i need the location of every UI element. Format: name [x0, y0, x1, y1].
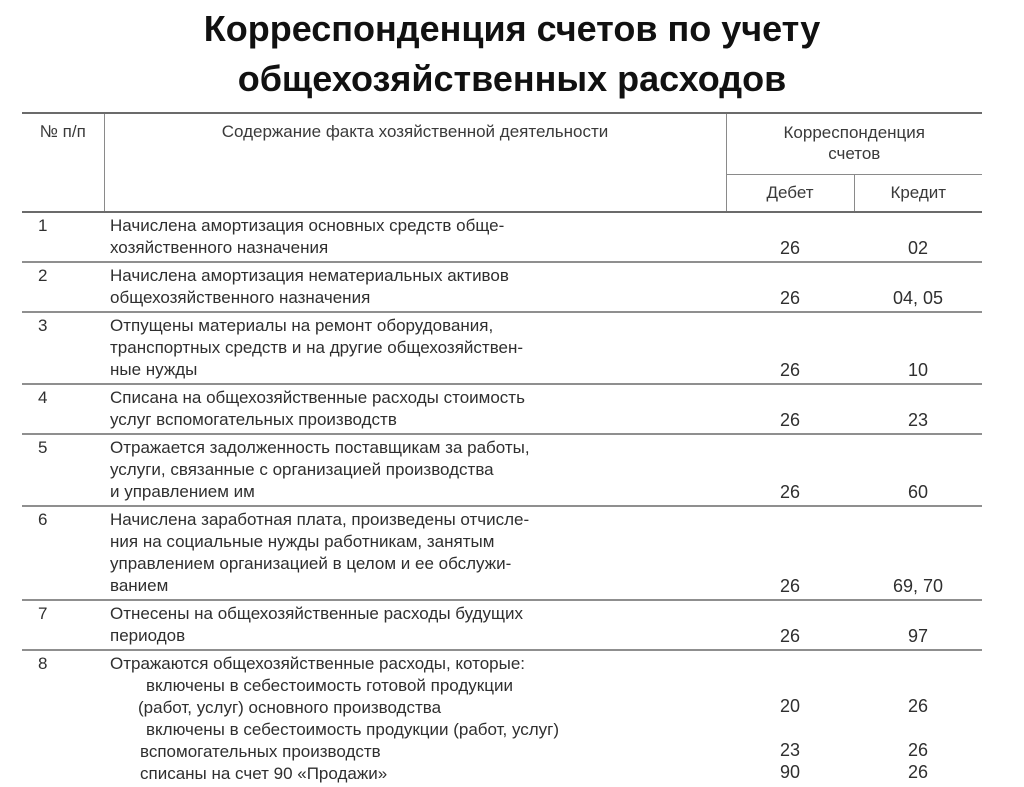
- sub-item-line: (работ, услуг) основного производства: [138, 698, 442, 717]
- sub-item-line: включены в себестоимость продукции (работ, услуг): [146, 720, 560, 739]
- sub-debit-value: 20: [779, 696, 801, 716]
- row-content: [104, 262, 726, 312]
- sub-credit-value: 26: [907, 696, 929, 716]
- header-content: Содержание факта хозяйственной деятельности: [104, 113, 726, 212]
- sub-credit-value: 26: [907, 740, 929, 760]
- row-debit: 26: [726, 312, 854, 384]
- table-row: [22, 312, 982, 384]
- row-number: 6: [22, 506, 104, 600]
- row-content: [104, 212, 726, 262]
- row-number: 2: [22, 262, 104, 312]
- row-debit: 26: [726, 600, 854, 650]
- row-content-line: Отражается задолженность поставщикам за работы,: [110, 438, 530, 457]
- row-credit: [854, 650, 982, 787]
- row-content-line: управлением организацией в целом и ее обслужи-: [110, 554, 512, 573]
- row-content: [104, 650, 726, 787]
- title-line-1: Корреспонденция счетов по учету: [203, 8, 821, 49]
- row-number: 8: [38, 654, 48, 673]
- row-number: 4: [22, 384, 104, 434]
- row-content: [104, 600, 726, 650]
- sub-credit-value: 26: [907, 762, 929, 782]
- row-content-line: Списана на общехозяйственные расходы стоимость: [110, 388, 525, 407]
- table-row: [22, 212, 982, 262]
- sub-item-line: списаны на счет 90 «Продажи»: [140, 764, 388, 783]
- row-number: 3: [22, 312, 104, 384]
- title-line-2: общехозяйственных расходов: [237, 58, 787, 99]
- row-content-line: хозяйственного назначения: [110, 238, 329, 257]
- header-credit: Кредит: [854, 175, 982, 213]
- page-title: [0, 4, 1024, 104]
- header-correspondence-line-1: Корреспонденция: [783, 123, 925, 142]
- row-credit: 60: [854, 434, 982, 506]
- table-body: [22, 212, 982, 787]
- row-content: [104, 384, 726, 434]
- sub-item-line: включены в себестоимость готовой продукции: [146, 676, 513, 695]
- row-content-line: Отражаются общехозяйственные расходы, которые:: [110, 654, 526, 673]
- row-credit: 69, 70: [854, 506, 982, 600]
- row-content-line: услуг вспомогательных производств: [110, 410, 397, 429]
- row-number: 7: [22, 600, 104, 650]
- table-row: [22, 650, 982, 787]
- row-credit: 02: [854, 212, 982, 262]
- row-content-line: услуги, связанные с организацией производства: [110, 460, 494, 479]
- table-row: [22, 384, 982, 434]
- row-content-line: ные нужды: [110, 360, 198, 379]
- sub-debit-value: 23: [779, 740, 801, 760]
- row-content-line: Отнесены на общехозяйственные расходы будущих: [110, 604, 523, 623]
- table-row: [22, 434, 982, 506]
- row-content-line: общехозяйственного назначения: [110, 288, 371, 307]
- header-number: № п/п: [22, 113, 104, 212]
- row-number: 1: [22, 212, 104, 262]
- row-debit: 26: [726, 434, 854, 506]
- row-content-line: Начислена заработная плата, произведены отчисле-: [110, 510, 530, 529]
- row-content: [104, 434, 726, 506]
- row-credit: 97: [854, 600, 982, 650]
- row-debit: 26: [726, 262, 854, 312]
- sub-item-line: вспомогательных производств: [140, 742, 381, 761]
- header-correspondence: [726, 113, 982, 175]
- row-content: [104, 312, 726, 384]
- table-row: [22, 600, 982, 650]
- row-content-line: и управлением им: [110, 482, 255, 501]
- row-credit: 04, 05: [854, 262, 982, 312]
- row-debit: 26: [726, 212, 854, 262]
- row-content-line: Отпущены материалы на ремонт оборудования,: [110, 316, 494, 335]
- row-number: 5: [22, 434, 104, 506]
- row-content-line: Начислена амортизация основных средств обще-: [110, 216, 505, 235]
- sub-debit-value: 90: [779, 762, 801, 782]
- row-content-line: транспортных средств и на другие общехозяйствен-: [110, 338, 524, 357]
- row-content-line: ванием: [110, 576, 169, 595]
- row-debit: [726, 650, 854, 787]
- correspondence-table: [22, 112, 982, 787]
- table-row: [22, 506, 982, 600]
- row-credit: 23: [854, 384, 982, 434]
- table-row: [22, 262, 982, 312]
- row-content-line: ния на социальные нужды работникам, занятым: [110, 532, 495, 551]
- row-credit: 10: [854, 312, 982, 384]
- row-debit: 26: [726, 384, 854, 434]
- row-content: [104, 506, 726, 600]
- row-content-line: периодов: [110, 626, 186, 645]
- correspondence-table-container: [22, 112, 982, 787]
- row-content-line: Начислена амортизация нематериальных активов: [110, 266, 509, 285]
- header-correspondence-line-2: счетов: [828, 144, 881, 163]
- row-debit: 26: [726, 506, 854, 600]
- header-debit: Дебет: [726, 175, 854, 213]
